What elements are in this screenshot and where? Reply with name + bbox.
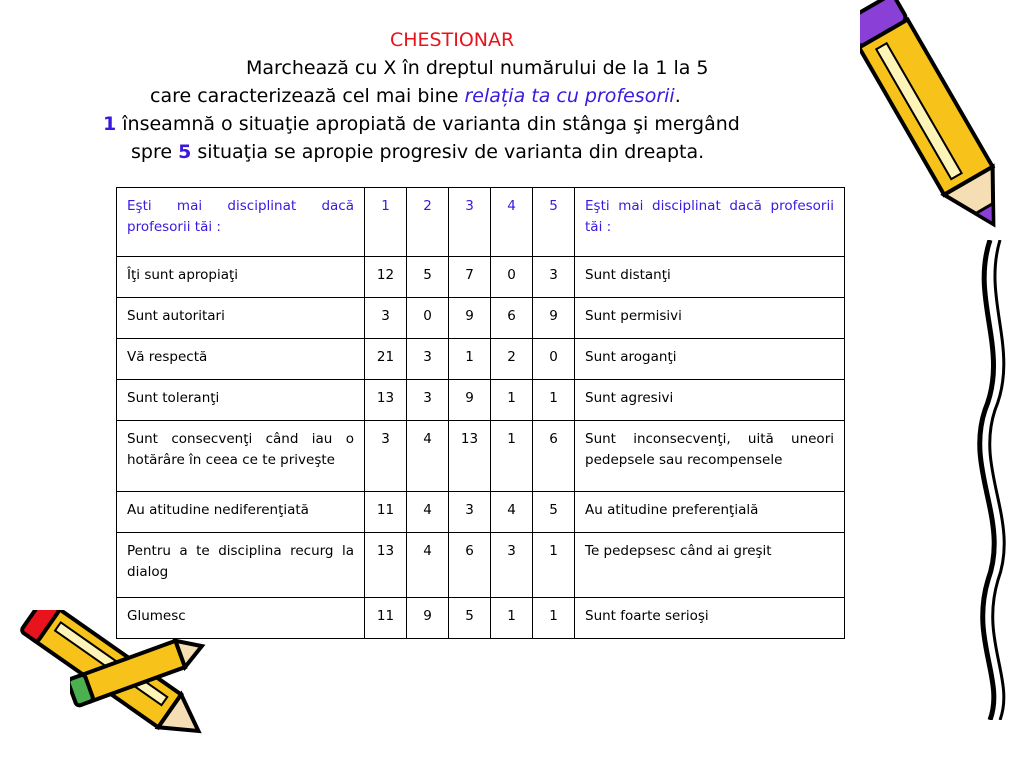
pencil-icon [70,615,210,735]
row-left: Sunt consecvenţi când iau o hotărâre în ceea ce te priveşte [117,421,365,492]
row-value: 0 [491,257,533,298]
row-left: Sunt toleranţi [117,380,365,421]
row-right: Au atitudine preferenţială [575,492,845,533]
row-value: 9 [449,380,491,421]
row-value: 4 [491,492,533,533]
row-left: Pentru a te disciplina recurg la dialog [117,533,365,598]
row-value: 5 [449,598,491,639]
row-value: 3 [407,339,449,380]
table-header-row [117,188,845,257]
header-col-5: 5 [533,188,575,257]
row-value: 3 [533,257,575,298]
row-value: 1 [533,533,575,598]
survey-table [116,187,845,639]
row-left: Vă respectă [117,339,365,380]
instruction-emphasis: relația ta cu profesorii [464,85,675,107]
row-value: 9 [407,598,449,639]
row-right: Te pedepsesc când ai greşit [575,533,845,598]
row-value: 5 [533,492,575,533]
instruction-text: înseamnă o situaţie apropiată de varianta din stânga şi mergând [116,113,740,135]
table-row [117,421,845,492]
row-value: 4 [407,533,449,598]
row-value: 3 [365,298,407,339]
row-left: Sunt autoritari [117,298,365,339]
row-value: 3 [407,380,449,421]
header-col-4: 4 [491,188,533,257]
row-value: 13 [365,533,407,598]
row-value: 3 [449,492,491,533]
row-right: Sunt inconsecvenţi, uită uneori pedepsele sau recompensele [575,421,845,492]
table-row [117,598,845,639]
instruction-line-4 [131,139,704,165]
instruction-text: . [674,85,681,107]
row-value: 21 [365,339,407,380]
instruction-text: situaţia se apropie progresiv de varianta din dreapta. [191,141,705,163]
row-value: 1 [491,380,533,421]
row-value: 13 [365,380,407,421]
table-row [117,533,845,598]
row-value: 11 [365,598,407,639]
row-value: 4 [407,492,449,533]
row-right: Sunt permisivi [575,298,845,339]
row-value: 12 [365,257,407,298]
row-left: Glumesc [117,598,365,639]
row-right: Sunt agresivi [575,380,845,421]
row-value: 6 [449,533,491,598]
instruction-line-2 [150,83,681,109]
instruction-text: care caracterizează cel mai bine [150,85,465,107]
row-value: 9 [533,298,575,339]
row-right: Sunt foarte serioşi [575,598,845,639]
header-col-1: 1 [365,188,407,257]
row-value: 3 [491,533,533,598]
row-left: Au atitudine nediferenţiată [117,492,365,533]
table-row [117,257,845,298]
scale-number-1: 1 [103,113,117,135]
row-value: 9 [449,298,491,339]
table-row [117,492,845,533]
header-col-3: 3 [449,188,491,257]
row-left: Îţi sunt apropiaţi [117,257,365,298]
row-value: 7 [449,257,491,298]
row-value: 5 [407,257,449,298]
instruction-line-1: Marchează cu X în dreptul numărului de la 1 la 5 [246,57,709,79]
row-value: 13 [449,421,491,492]
row-value: 2 [491,339,533,380]
row-value: 1 [491,598,533,639]
header-col-2: 2 [407,188,449,257]
row-value: 1 [533,380,575,421]
row-value: 0 [407,298,449,339]
row-value: 6 [491,298,533,339]
row-value: 1 [449,339,491,380]
row-value: 4 [407,421,449,492]
row-value: 1 [533,598,575,639]
table-row [117,339,845,380]
table-row [117,298,845,339]
instruction-text: spre [131,141,179,163]
table-row [117,380,845,421]
page-title: CHESTIONAR [390,29,515,51]
row-value: 3 [365,421,407,492]
pencil-icon [860,0,1010,250]
row-right: Sunt distanţi [575,257,845,298]
row-value: 0 [533,339,575,380]
row-value: 11 [365,492,407,533]
crayon-icon [960,240,1024,720]
scale-number-5: 5 [178,141,192,163]
row-value: 6 [533,421,575,492]
header-right: Eşti mai disciplinat dacă profesorii tăi : [575,188,845,257]
row-right: Sunt aroganţi [575,339,845,380]
row-value: 1 [491,421,533,492]
header-left: Eşti mai disciplinat dacă profesorii tăi : [117,188,365,257]
instruction-line-3 [103,111,740,137]
